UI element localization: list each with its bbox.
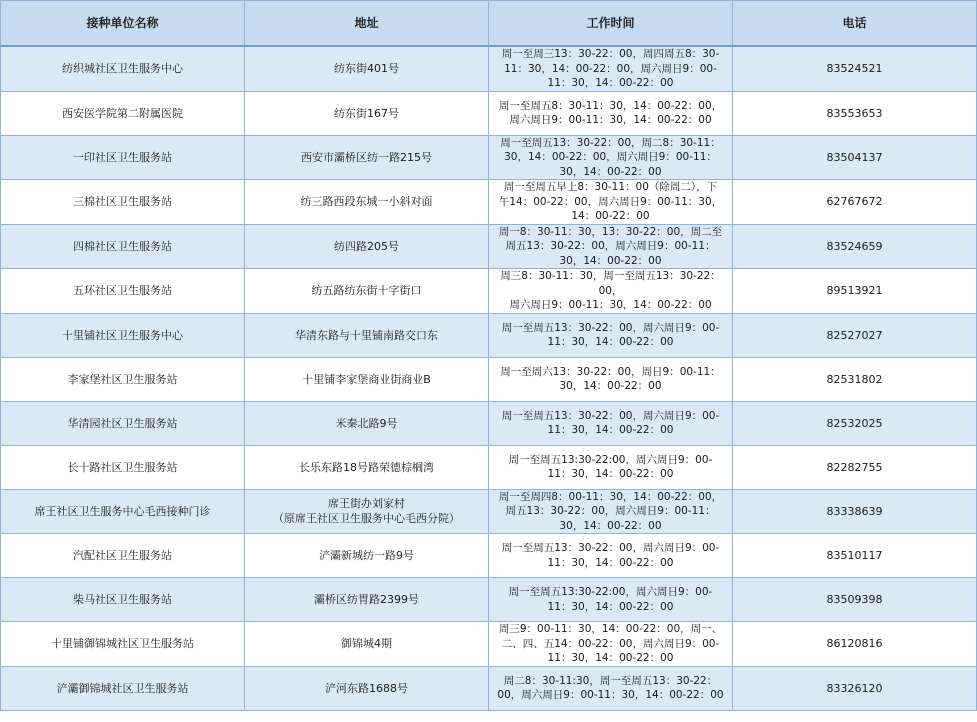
table-row xyxy=(1,622,977,667)
address-cell xyxy=(245,135,489,180)
address-line: 米秦北路9号 xyxy=(335,416,398,430)
address-line: 浐灞新城纺一路9号 xyxy=(319,549,414,562)
address-line: 席王街办刘家村 xyxy=(328,497,405,511)
site-name-cell: 一印社区卫生服务站 xyxy=(1,135,245,180)
address-cell xyxy=(245,534,489,578)
address-cell xyxy=(245,180,489,225)
address-line: 西安市灞桥区纺一路215号 xyxy=(301,150,432,164)
hours-line: 周一至周五13：30-22：00，周六周日9：00- xyxy=(501,321,720,334)
hours-cell xyxy=(489,622,733,667)
table-row xyxy=(1,46,977,91)
hours-line: 11：30，14：00-22：00 xyxy=(547,468,674,480)
hours-cell xyxy=(489,401,733,445)
address-line: 纺四路205号 xyxy=(334,239,399,253)
site-name-cell: 十里铺社区卫生服务中心 xyxy=(1,313,245,357)
hours-line: 周一至周五13:30-22:00，周六周日9：00- xyxy=(508,453,713,466)
hours-line: 周六周日9：00-11：30，14：00-22：00 xyxy=(509,299,712,311)
site-name-cell: 席王社区卫生服务中心毛西接种门诊 xyxy=(1,489,245,534)
hours-cell xyxy=(489,46,733,91)
hours-line: 周五13：30-22：00，周六周日9：00-11： xyxy=(505,505,716,517)
hours-line: 11：30，14：00-22：00 xyxy=(547,77,674,89)
phone-cell: 83504137 xyxy=(733,135,977,180)
hours-line: 二、四、五14：00-22：00，周六周日9：00- xyxy=(501,637,720,650)
table-row xyxy=(1,401,977,445)
phone-cell: 83510117 xyxy=(733,534,977,578)
hours-line: 14：00-22：00 xyxy=(571,210,650,222)
phone-cell: 82527027 xyxy=(733,313,977,357)
table-row xyxy=(1,489,977,534)
address-line: 纺东街401号 xyxy=(334,62,399,76)
hours-line: 周一至周五13：30-22：00，周六周日9：00- xyxy=(501,542,720,554)
hours-cell xyxy=(489,313,733,357)
table-row xyxy=(1,135,977,180)
site-name-cell: 柴马社区卫生服务站 xyxy=(1,578,245,622)
hours-cell xyxy=(489,445,733,489)
address-cell xyxy=(245,401,489,445)
hours-cell xyxy=(489,224,733,269)
phone-cell: 62767672 xyxy=(733,180,977,225)
address-cell xyxy=(245,622,489,667)
hours-line: 11：30，14：00-22：00 xyxy=(547,652,674,664)
hours-cell xyxy=(489,357,733,401)
address-line: 华清东路与十里铺南路交口东 xyxy=(295,328,438,342)
address-cell xyxy=(245,357,489,401)
phone-cell: 83338639 xyxy=(733,489,977,534)
table-row xyxy=(1,269,977,314)
phone-cell: 86120816 xyxy=(733,622,977,667)
hours-line: 30，14：00-22：00 xyxy=(559,380,662,392)
table-row xyxy=(1,666,977,710)
hours-line: 11：30，14：00-22：00，周六周日9：00- xyxy=(504,62,717,75)
site-name-cell: 汽配社区卫生服务站 xyxy=(1,534,245,578)
hours-line: 周三8：30-11：30，周一至周五13：30-22：00， xyxy=(500,270,721,297)
phone-cell: 83509398 xyxy=(733,578,977,622)
site-name-cell: 四棉社区卫生服务站 xyxy=(1,224,245,269)
address-line: 纺五路纺东街十字街口 xyxy=(311,284,422,298)
hours-line: 周一至周五8：30-11：30，14：00-22：00， xyxy=(498,99,723,112)
hours-cell xyxy=(489,91,733,135)
hours-line: 30，14：00-22：00，周六周日9：00-11：30，14：00-22：00 xyxy=(504,151,717,178)
table-row xyxy=(1,357,977,401)
table-header-row xyxy=(1,1,977,47)
header-hours: 工作时间 xyxy=(489,1,733,47)
address-line: 纺东街167号 xyxy=(334,106,399,120)
phone-cell: 89513921 xyxy=(733,269,977,314)
site-name-cell: 西安医学院第二附属医院 xyxy=(1,91,245,135)
hours-line: 周一至周五13:30-22:00，周六周日9：00- xyxy=(508,586,713,598)
hours-line: 周五13：30-22：00，周六周日9：00-11： xyxy=(505,240,716,252)
table-row xyxy=(1,578,977,622)
address-cell xyxy=(245,46,489,91)
hours-line: 周一至周六13：30-22：00，周日9：00-11： xyxy=(500,365,721,378)
phone-cell: 82532025 xyxy=(733,401,977,445)
table-row xyxy=(1,180,977,225)
address-line: （原席王社区卫生服务中心毛西分院） xyxy=(273,512,460,526)
site-name-cell: 李家堡社区卫生服务站 xyxy=(1,357,245,401)
address-cell xyxy=(245,91,489,135)
site-name-cell: 三棉社区卫生服务站 xyxy=(1,180,245,225)
address-line: 纺三路西段东城一小斜对面 xyxy=(300,195,433,209)
hours-line: 周三9：00-11：30，14：00-22：00，周一、 xyxy=(498,623,723,635)
hours-line: 11：30，14：00-22：00 xyxy=(547,600,674,613)
phone-cell: 83524659 xyxy=(733,224,977,269)
hours-cell xyxy=(489,180,733,225)
hours-line: 周一至周三13：30-22：00，周四周五8：30- xyxy=(501,48,720,60)
site-name-cell: 华清园社区卫生服务站 xyxy=(1,401,245,445)
hours-line: 午14：00-22：00，周六周日9：00-11：30， xyxy=(498,195,723,208)
address-line: 浐河东路1688号 xyxy=(325,681,408,695)
address-line: 灞桥区纺胃路2399号 xyxy=(314,593,419,606)
hours-line: 11：30，14：00-22：00 xyxy=(547,336,674,348)
hours-line: 周二8：30-11:30，周一至周五13：30-22： xyxy=(503,674,718,687)
hours-line: 周一至周四8：00-11：30，14：00-22：00， xyxy=(498,490,723,503)
hours-cell xyxy=(489,666,733,710)
address-cell xyxy=(245,489,489,534)
table-row xyxy=(1,445,977,489)
header-address: 地址 xyxy=(245,1,489,47)
address-line: 长乐东路18号路荣德棕榈湾 xyxy=(299,460,434,474)
hours-cell xyxy=(489,578,733,622)
hours-line: 11：30，14：00-22：00 xyxy=(547,424,674,436)
header-site-name: 接种单位名称 xyxy=(1,1,245,47)
site-name-cell: 纺织城社区卫生服务中心 xyxy=(1,46,245,91)
hours-line: 周六周日9：00-11：30，14：00-22：00 xyxy=(509,114,712,126)
address-cell xyxy=(245,666,489,710)
address-line: 十里铺李家堡商业街商业B xyxy=(302,372,431,386)
phone-cell: 82531802 xyxy=(733,357,977,401)
hours-line: 00，周六周日9：00-11：30，14：00-22：00 xyxy=(497,689,724,701)
phone-cell: 83524521 xyxy=(733,46,977,91)
address-cell xyxy=(245,224,489,269)
table-row xyxy=(1,91,977,135)
address-cell xyxy=(245,313,489,357)
hours-cell xyxy=(489,489,733,534)
table-row xyxy=(1,534,977,578)
hours-line: 周一至周五早上8：30-11：00（除周二），下 xyxy=(503,181,718,193)
table-body xyxy=(1,46,977,710)
site-name-cell: 五环社区卫生服务站 xyxy=(1,269,245,314)
table-row xyxy=(1,313,977,357)
site-name-cell: 浐灞御锦城社区卫生服务站 xyxy=(1,666,245,710)
phone-cell: 83326120 xyxy=(733,666,977,710)
hours-line: 周一至周五13：30-22：00，周六周日9：00- xyxy=(501,409,720,422)
address-cell xyxy=(245,578,489,622)
hours-line: 30，14：00-22：00 xyxy=(559,519,662,532)
phone-cell: 83553653 xyxy=(733,91,977,135)
hours-cell xyxy=(489,534,733,578)
header-phone: 电话 xyxy=(733,1,977,47)
hours-cell xyxy=(489,135,733,180)
hours-cell xyxy=(489,269,733,314)
table-row xyxy=(1,224,977,269)
hours-line: 周一8：30-11：30，13：30-22：00，周二至 xyxy=(498,225,723,238)
address-cell xyxy=(245,445,489,489)
address-line: 御锦城4期 xyxy=(341,637,392,651)
site-name-cell: 十里铺御锦城社区卫生服务站 xyxy=(1,622,245,667)
hours-line: 11：30，14：00-22：00 xyxy=(547,556,674,569)
address-cell xyxy=(245,269,489,314)
phone-cell: 82282755 xyxy=(733,445,977,489)
hours-line: 周一至周五13：30-22：00，周二8：30-11： xyxy=(500,136,721,149)
site-name-cell: 长十路社区卫生服务站 xyxy=(1,445,245,489)
hours-line: 30，14：00-22：00 xyxy=(559,254,662,267)
